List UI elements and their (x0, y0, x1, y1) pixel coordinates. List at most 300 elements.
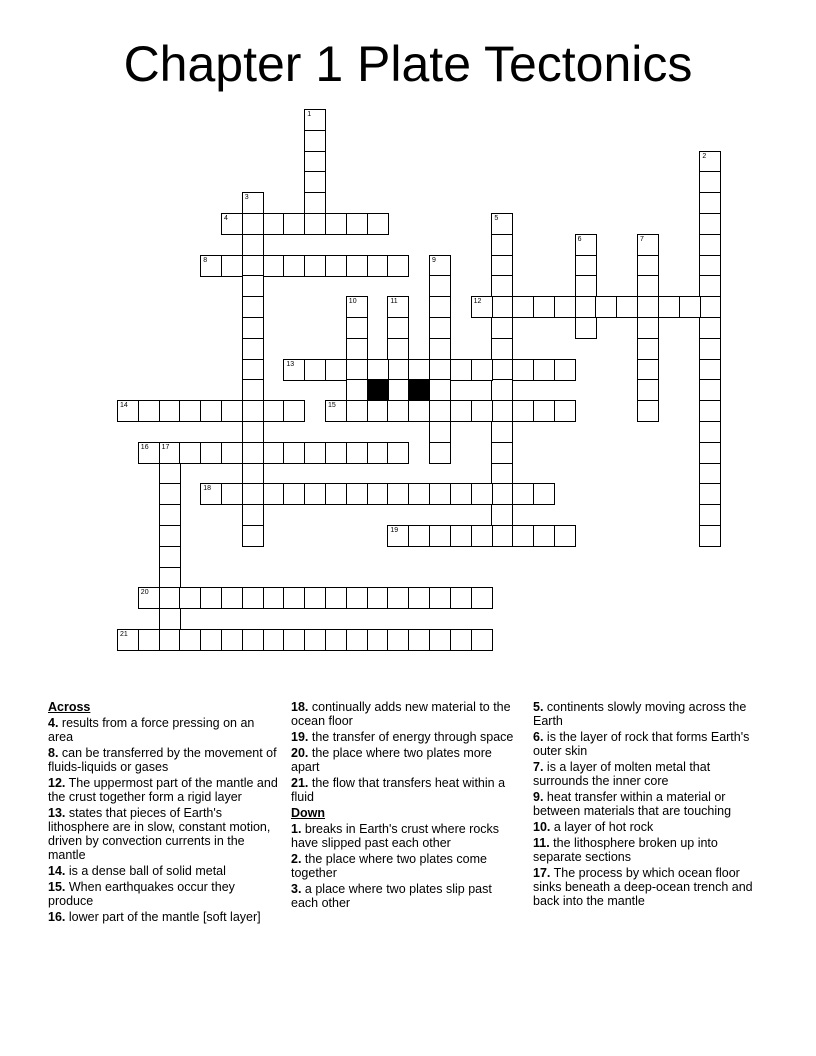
grid-cell[interactable] (699, 317, 721, 339)
grid-cell[interactable] (283, 400, 305, 422)
grid-cell[interactable] (699, 400, 721, 422)
clue-number-label: 5 (494, 215, 499, 222)
grid-cell[interactable] (699, 213, 721, 235)
grid-cell[interactable] (117, 400, 139, 422)
grid-cell[interactable] (491, 338, 513, 360)
grid-cell[interactable] (471, 587, 493, 609)
grid-cell[interactable] (699, 463, 721, 485)
grid-cell[interactable] (699, 234, 721, 256)
grid-cell[interactable] (533, 400, 555, 422)
grid-cell[interactable] (325, 587, 347, 609)
grid-cell[interactable] (450, 359, 472, 381)
clue-number: 14. (48, 864, 66, 878)
grid-cell[interactable] (179, 442, 201, 464)
grid-cell[interactable] (367, 629, 389, 651)
grid-cell[interactable] (512, 296, 534, 318)
clue-number: 3. (291, 882, 302, 896)
grid-cell[interactable] (491, 255, 513, 277)
clue-text: the place where two plates come together (291, 852, 487, 880)
grid-cell[interactable] (637, 275, 659, 297)
grid-cell[interactable] (699, 296, 721, 318)
grid-cell[interactable] (200, 442, 222, 464)
clue-number-label: 9 (432, 256, 436, 264)
grid-cell[interactable] (346, 483, 368, 505)
grid-cell[interactable] (159, 400, 181, 422)
grid-cell[interactable] (325, 483, 347, 505)
grid-cell[interactable] (346, 338, 368, 360)
clue-number-label: 6 (577, 235, 582, 243)
grid-cell[interactable] (408, 587, 430, 609)
grid-cell[interactable] (304, 442, 326, 464)
grid-cell[interactable] (242, 338, 264, 360)
grid-cell[interactable] (387, 483, 409, 505)
down-clue (533, 866, 763, 908)
clue-number-label: 1 (307, 111, 312, 118)
grid-cell[interactable] (200, 483, 222, 505)
clue-number: 12. (48, 776, 66, 790)
clue-text: continents slowly moving across the Earth (533, 700, 747, 728)
grid-cell[interactable] (283, 255, 305, 277)
clue-number-label: 14 (120, 402, 128, 410)
grid-cell[interactable] (367, 255, 389, 277)
clue-text: a place where two plates slip past each other (291, 882, 492, 910)
grid-cell[interactable] (699, 192, 721, 214)
clue-number: 1. (291, 822, 302, 836)
grid-cell[interactable] (346, 442, 368, 464)
grid-cell[interactable] (408, 400, 430, 422)
grid-cell[interactable] (637, 234, 659, 256)
across-clue (48, 716, 278, 744)
grid-cell[interactable] (491, 442, 513, 464)
grid-cell[interactable] (138, 400, 160, 422)
grid-cell[interactable] (699, 255, 721, 277)
clue-text: continually adds new material to the ocean floor (291, 700, 511, 728)
grid-cell[interactable] (117, 629, 139, 651)
grid-cell[interactable] (263, 400, 285, 422)
grid-cell[interactable] (512, 359, 534, 381)
clue-number-label: 7 (640, 235, 644, 243)
clue-text: When earthquakes occur they produce (48, 880, 235, 908)
down-clue (291, 852, 521, 880)
grid-cell[interactable] (346, 379, 368, 401)
grid-cell[interactable] (263, 587, 285, 609)
clue-text: the lithosphere broken up into separate sections (533, 836, 718, 864)
grid-cell[interactable] (387, 359, 409, 381)
clue-number: 16. (48, 910, 66, 924)
grid-cell[interactable] (408, 483, 430, 505)
down-clue (291, 882, 521, 910)
grid-cell[interactable] (491, 317, 513, 339)
grid-cell[interactable] (512, 525, 534, 547)
grid-cell[interactable] (367, 400, 389, 422)
grid-cell[interactable] (346, 359, 368, 381)
grid-cell[interactable] (429, 525, 451, 547)
grid-cell[interactable] (242, 359, 264, 381)
grid-cell[interactable] (242, 421, 264, 443)
grid-cell[interactable] (699, 504, 721, 526)
grid-cell[interactable] (699, 275, 721, 297)
grid-cell[interactable] (159, 442, 181, 464)
clue-text: is a dense ball of solid metal (65, 864, 226, 878)
grid-cell[interactable] (658, 296, 680, 318)
grid-cell[interactable] (471, 525, 493, 547)
grid-cell[interactable] (325, 359, 347, 381)
grid-cell[interactable] (429, 296, 451, 318)
grid-cell[interactable] (263, 483, 285, 505)
grid-cell[interactable] (346, 213, 368, 235)
grid-cell[interactable] (408, 629, 430, 651)
down-clue (291, 822, 521, 850)
grid-cell[interactable] (159, 587, 181, 609)
grid-cell[interactable] (429, 587, 451, 609)
grid-cell[interactable] (637, 317, 659, 339)
grid-cell[interactable] (221, 255, 243, 277)
grid-cell[interactable] (429, 421, 451, 443)
grid-cell[interactable] (637, 338, 659, 360)
grid-cell[interactable] (575, 296, 597, 318)
clues-column-3 (533, 700, 763, 910)
clue-number-label: 11 (390, 298, 398, 306)
grid-cell[interactable] (512, 483, 534, 505)
grid-cell[interactable] (304, 151, 326, 173)
grid-cell[interactable] (159, 463, 181, 485)
grid-cell[interactable] (699, 338, 721, 360)
clue-number: 10. (533, 820, 551, 834)
clue-number-label: 2 (702, 152, 707, 160)
grid-cell[interactable] (304, 130, 326, 152)
clue-number-label: 3 (244, 194, 249, 202)
clue-text: results from a force pressing on an area (48, 716, 255, 744)
down-clue (533, 760, 763, 788)
grid-cell[interactable] (242, 317, 264, 339)
across-clue (48, 746, 278, 774)
grid-cell[interactable] (304, 629, 326, 651)
grid-cell[interactable] (429, 400, 451, 422)
grid-cell[interactable] (554, 359, 576, 381)
clue-number: 7. (533, 760, 544, 774)
clue-number-label: 19 (390, 527, 399, 534)
grid-cell[interactable] (138, 587, 160, 609)
grid-cell[interactable] (263, 629, 285, 651)
grid-cell[interactable] (138, 442, 160, 464)
grid-cell[interactable] (325, 629, 347, 651)
across-clue (48, 776, 278, 804)
grid-cell[interactable] (346, 296, 368, 318)
grid-cell[interactable] (242, 192, 264, 214)
grid-cell[interactable] (387, 442, 409, 464)
grid-cell[interactable] (346, 400, 368, 422)
grid-cell[interactable] (429, 442, 451, 464)
grid-cell[interactable] (450, 587, 472, 609)
grid-cell[interactable] (554, 296, 576, 318)
grid-cell[interactable] (429, 338, 451, 360)
grid-cell[interactable] (450, 483, 472, 505)
grid-cell[interactable] (367, 483, 389, 505)
grid-cell[interactable] (159, 629, 181, 651)
grid-cell[interactable] (637, 359, 659, 381)
clue-number-label: 15 (328, 402, 336, 410)
grid-cell[interactable] (179, 400, 201, 422)
grid-cell[interactable] (450, 400, 472, 422)
grid-cell[interactable] (491, 463, 513, 485)
grid-cell[interactable] (242, 400, 264, 422)
clue-text: can be transferred by the movement of fluids-liquids or gases (48, 746, 277, 774)
grid-cell[interactable] (616, 296, 638, 318)
clue-number-label: 8 (203, 256, 208, 264)
clue-number: 15. (48, 880, 66, 894)
grid-cell[interactable] (200, 400, 222, 422)
grid-cell[interactable] (533, 359, 555, 381)
grid-cell[interactable] (304, 483, 326, 505)
grid-cell[interactable] (699, 379, 721, 401)
grid-cell[interactable] (367, 442, 389, 464)
clue-number-label: 18 (203, 485, 211, 493)
grid-cell[interactable] (367, 359, 389, 381)
grid-cell[interactable] (554, 400, 576, 422)
grid-cell[interactable] (429, 317, 451, 339)
across-clue (48, 864, 278, 878)
across-clue (291, 700, 521, 728)
grid-cell[interactable] (304, 192, 326, 214)
grid-cell[interactable] (159, 567, 181, 589)
clue-number: 17. (533, 866, 551, 880)
grid-cell[interactable] (429, 629, 451, 651)
grid-cell[interactable] (408, 525, 430, 547)
grid-cell[interactable] (491, 400, 513, 422)
clue-number: 13. (48, 806, 66, 820)
clue-number: 5. (533, 700, 544, 714)
grid-cell[interactable] (512, 400, 534, 422)
grid-cell[interactable] (491, 421, 513, 443)
grid-cell[interactable] (242, 379, 264, 401)
grid-cell[interactable] (242, 275, 264, 297)
clue-text: lower part of the mantle [soft layer] (65, 910, 261, 924)
grid-cell[interactable] (346, 587, 368, 609)
clue-number-label: 10 (348, 298, 357, 306)
grid-cell[interactable] (429, 483, 451, 505)
grid-cell[interactable] (554, 525, 576, 547)
grid-cell[interactable] (242, 587, 264, 609)
grid-cell[interactable] (304, 255, 326, 277)
clue-number: 6. (533, 730, 544, 744)
clue-text: the place where two plates more apart (291, 746, 492, 774)
grid-cell[interactable] (491, 234, 513, 256)
grid-cell[interactable] (533, 483, 555, 505)
down-clue (533, 820, 763, 834)
grid-cell[interactable] (304, 587, 326, 609)
grid-cell[interactable] (346, 255, 368, 277)
grid-cell[interactable] (242, 442, 264, 464)
grid-cell[interactable] (575, 317, 597, 339)
grid-cell[interactable] (471, 629, 493, 651)
grid-cell[interactable] (367, 213, 389, 235)
grid-cell[interactable] (283, 483, 305, 505)
grid-cell[interactable] (450, 629, 472, 651)
across-clue (48, 910, 278, 924)
grid-cell[interactable] (221, 400, 243, 422)
grid-cell[interactable] (283, 213, 305, 235)
grid-cell[interactable] (679, 296, 701, 318)
grid-cell[interactable] (221, 629, 243, 651)
grid-cell[interactable] (699, 525, 721, 547)
grid-cell[interactable] (637, 400, 659, 422)
grid-cell[interactable] (283, 587, 305, 609)
grid-cell[interactable] (575, 255, 597, 277)
across-heading: Across (48, 700, 91, 714)
across-clue (291, 776, 521, 804)
grid-cell[interactable] (242, 463, 264, 485)
clue-number-label: 16 (140, 443, 149, 451)
clue-number: 2. (291, 852, 302, 866)
grid-cell[interactable] (491, 296, 513, 318)
across-clue (291, 746, 521, 774)
down-clue (533, 790, 763, 818)
grid-cell[interactable] (221, 442, 243, 464)
grid-cell[interactable] (471, 359, 493, 381)
clue-number: 19. (291, 730, 309, 744)
blocked-cell (367, 379, 389, 401)
grid-cell[interactable] (387, 400, 409, 422)
grid-cell[interactable] (699, 421, 721, 443)
grid-cell[interactable] (387, 379, 409, 401)
grid-cell[interactable] (699, 151, 721, 173)
grid-cell[interactable] (491, 483, 513, 505)
grid-cell[interactable] (637, 379, 659, 401)
blocked-cell (408, 379, 430, 401)
grid-cell[interactable] (242, 504, 264, 526)
grid-cell[interactable] (471, 483, 493, 505)
grid-cell[interactable] (283, 359, 305, 381)
down-clue (533, 730, 763, 758)
clue-number: 8. (48, 746, 59, 760)
grid-cell[interactable] (346, 317, 368, 339)
grid-cell[interactable] (491, 525, 513, 547)
grid-cell[interactable] (200, 255, 222, 277)
grid-cell[interactable] (159, 525, 181, 547)
grid-cell[interactable] (408, 359, 430, 381)
grid-cell[interactable] (387, 629, 409, 651)
clue-text: The process by which ocean floor sinks beneath a deep-ocean trench and back into the mantle (533, 866, 753, 908)
grid-cell[interactable] (387, 587, 409, 609)
grid-cell[interactable] (637, 255, 659, 277)
grid-cell[interactable] (367, 587, 389, 609)
grid-cell[interactable] (429, 275, 451, 297)
clue-number-label: 13 (286, 360, 295, 368)
clue-text: a layer of hot rock (550, 820, 654, 834)
grid-cell[interactable] (221, 587, 243, 609)
clue-number: 4. (48, 716, 59, 730)
clue-text: is the layer of rock that forms Earth's outer skin (533, 730, 750, 758)
grid-cell[interactable] (200, 629, 222, 651)
grid-cell[interactable] (304, 171, 326, 193)
grid-cell[interactable] (325, 442, 347, 464)
grid-cell[interactable] (471, 296, 493, 318)
grid-cell[interactable] (387, 317, 409, 339)
grid-cell[interactable] (263, 213, 285, 235)
grid-cell[interactable] (491, 275, 513, 297)
grid-cell[interactable] (159, 504, 181, 526)
down-clue (533, 836, 763, 864)
grid-cell[interactable] (200, 587, 222, 609)
grid-cell[interactable] (325, 255, 347, 277)
clue-text: states that pieces of Earth's lithosphere are in slow, constant motion, driven by convection currents in the mantle (48, 806, 271, 862)
grid-cell[interactable] (699, 442, 721, 464)
grid-cell[interactable] (179, 587, 201, 609)
clue-text: heat transfer within a material or between materials that are touching (533, 790, 732, 818)
grid-cell[interactable] (699, 359, 721, 381)
grid-cell[interactable] (304, 213, 326, 235)
grid-cell[interactable] (325, 400, 347, 422)
grid-cell[interactable] (699, 171, 721, 193)
grid-cell[interactable] (429, 379, 451, 401)
grid-cell[interactable] (221, 483, 243, 505)
down-clue (533, 700, 763, 728)
grid-cell[interactable] (533, 525, 555, 547)
grid-cell[interactable] (387, 525, 409, 547)
grid-cell[interactable] (491, 379, 513, 401)
grid-cell[interactable] (387, 296, 409, 318)
clue-number-label: 12 (473, 298, 482, 306)
grid-cell[interactable] (221, 213, 243, 235)
clue-number: 21. (291, 776, 309, 790)
grid-cell[interactable] (283, 629, 305, 651)
grid-cell[interactable] (491, 213, 513, 235)
grid-cell[interactable] (159, 546, 181, 568)
grid-cell[interactable] (387, 255, 409, 277)
grid-cell[interactable] (263, 442, 285, 464)
grid-cell[interactable] (637, 296, 659, 318)
grid-cell[interactable] (263, 255, 285, 277)
grid-cell[interactable] (138, 629, 160, 651)
clue-text: the transfer of energy through space (308, 730, 514, 744)
grid-cell[interactable] (346, 629, 368, 651)
grid-cell[interactable] (283, 442, 305, 464)
clue-number-label: 4 (224, 215, 228, 222)
grid-cell[interactable] (429, 359, 451, 381)
grid-cell[interactable] (387, 338, 409, 360)
grid-cell[interactable] (595, 296, 617, 318)
grid-cell[interactable] (242, 483, 264, 505)
grid-cell[interactable] (304, 109, 326, 131)
clues-column-1 (48, 700, 278, 926)
grid-cell[interactable] (471, 400, 493, 422)
grid-cell[interactable] (575, 275, 597, 297)
grid-cell[interactable] (242, 255, 264, 277)
clue-number: 11. (533, 836, 550, 850)
grid-cell[interactable] (242, 234, 264, 256)
grid-cell[interactable] (491, 359, 513, 381)
grid-cell[interactable] (159, 483, 181, 505)
grid-cell[interactable] (429, 255, 451, 277)
grid-cell[interactable] (159, 608, 181, 630)
grid-cell[interactable] (575, 234, 597, 256)
grid-cell[interactable] (533, 296, 555, 318)
grid-cell[interactable] (179, 629, 201, 651)
grid-cell[interactable] (242, 629, 264, 651)
grid-cell[interactable] (304, 359, 326, 381)
across-clue (48, 806, 278, 862)
grid-cell[interactable] (242, 213, 264, 235)
across-clue (48, 880, 278, 908)
grid-cell[interactable] (450, 525, 472, 547)
grid-cell[interactable] (242, 296, 264, 318)
page-title: Chapter 1 Plate Tectonics (123, 36, 693, 92)
clue-number: 20. (291, 746, 309, 760)
grid-cell[interactable] (699, 483, 721, 505)
grid-cell[interactable] (325, 213, 347, 235)
grid-cell[interactable] (491, 504, 513, 526)
grid-cell[interactable] (242, 525, 264, 547)
